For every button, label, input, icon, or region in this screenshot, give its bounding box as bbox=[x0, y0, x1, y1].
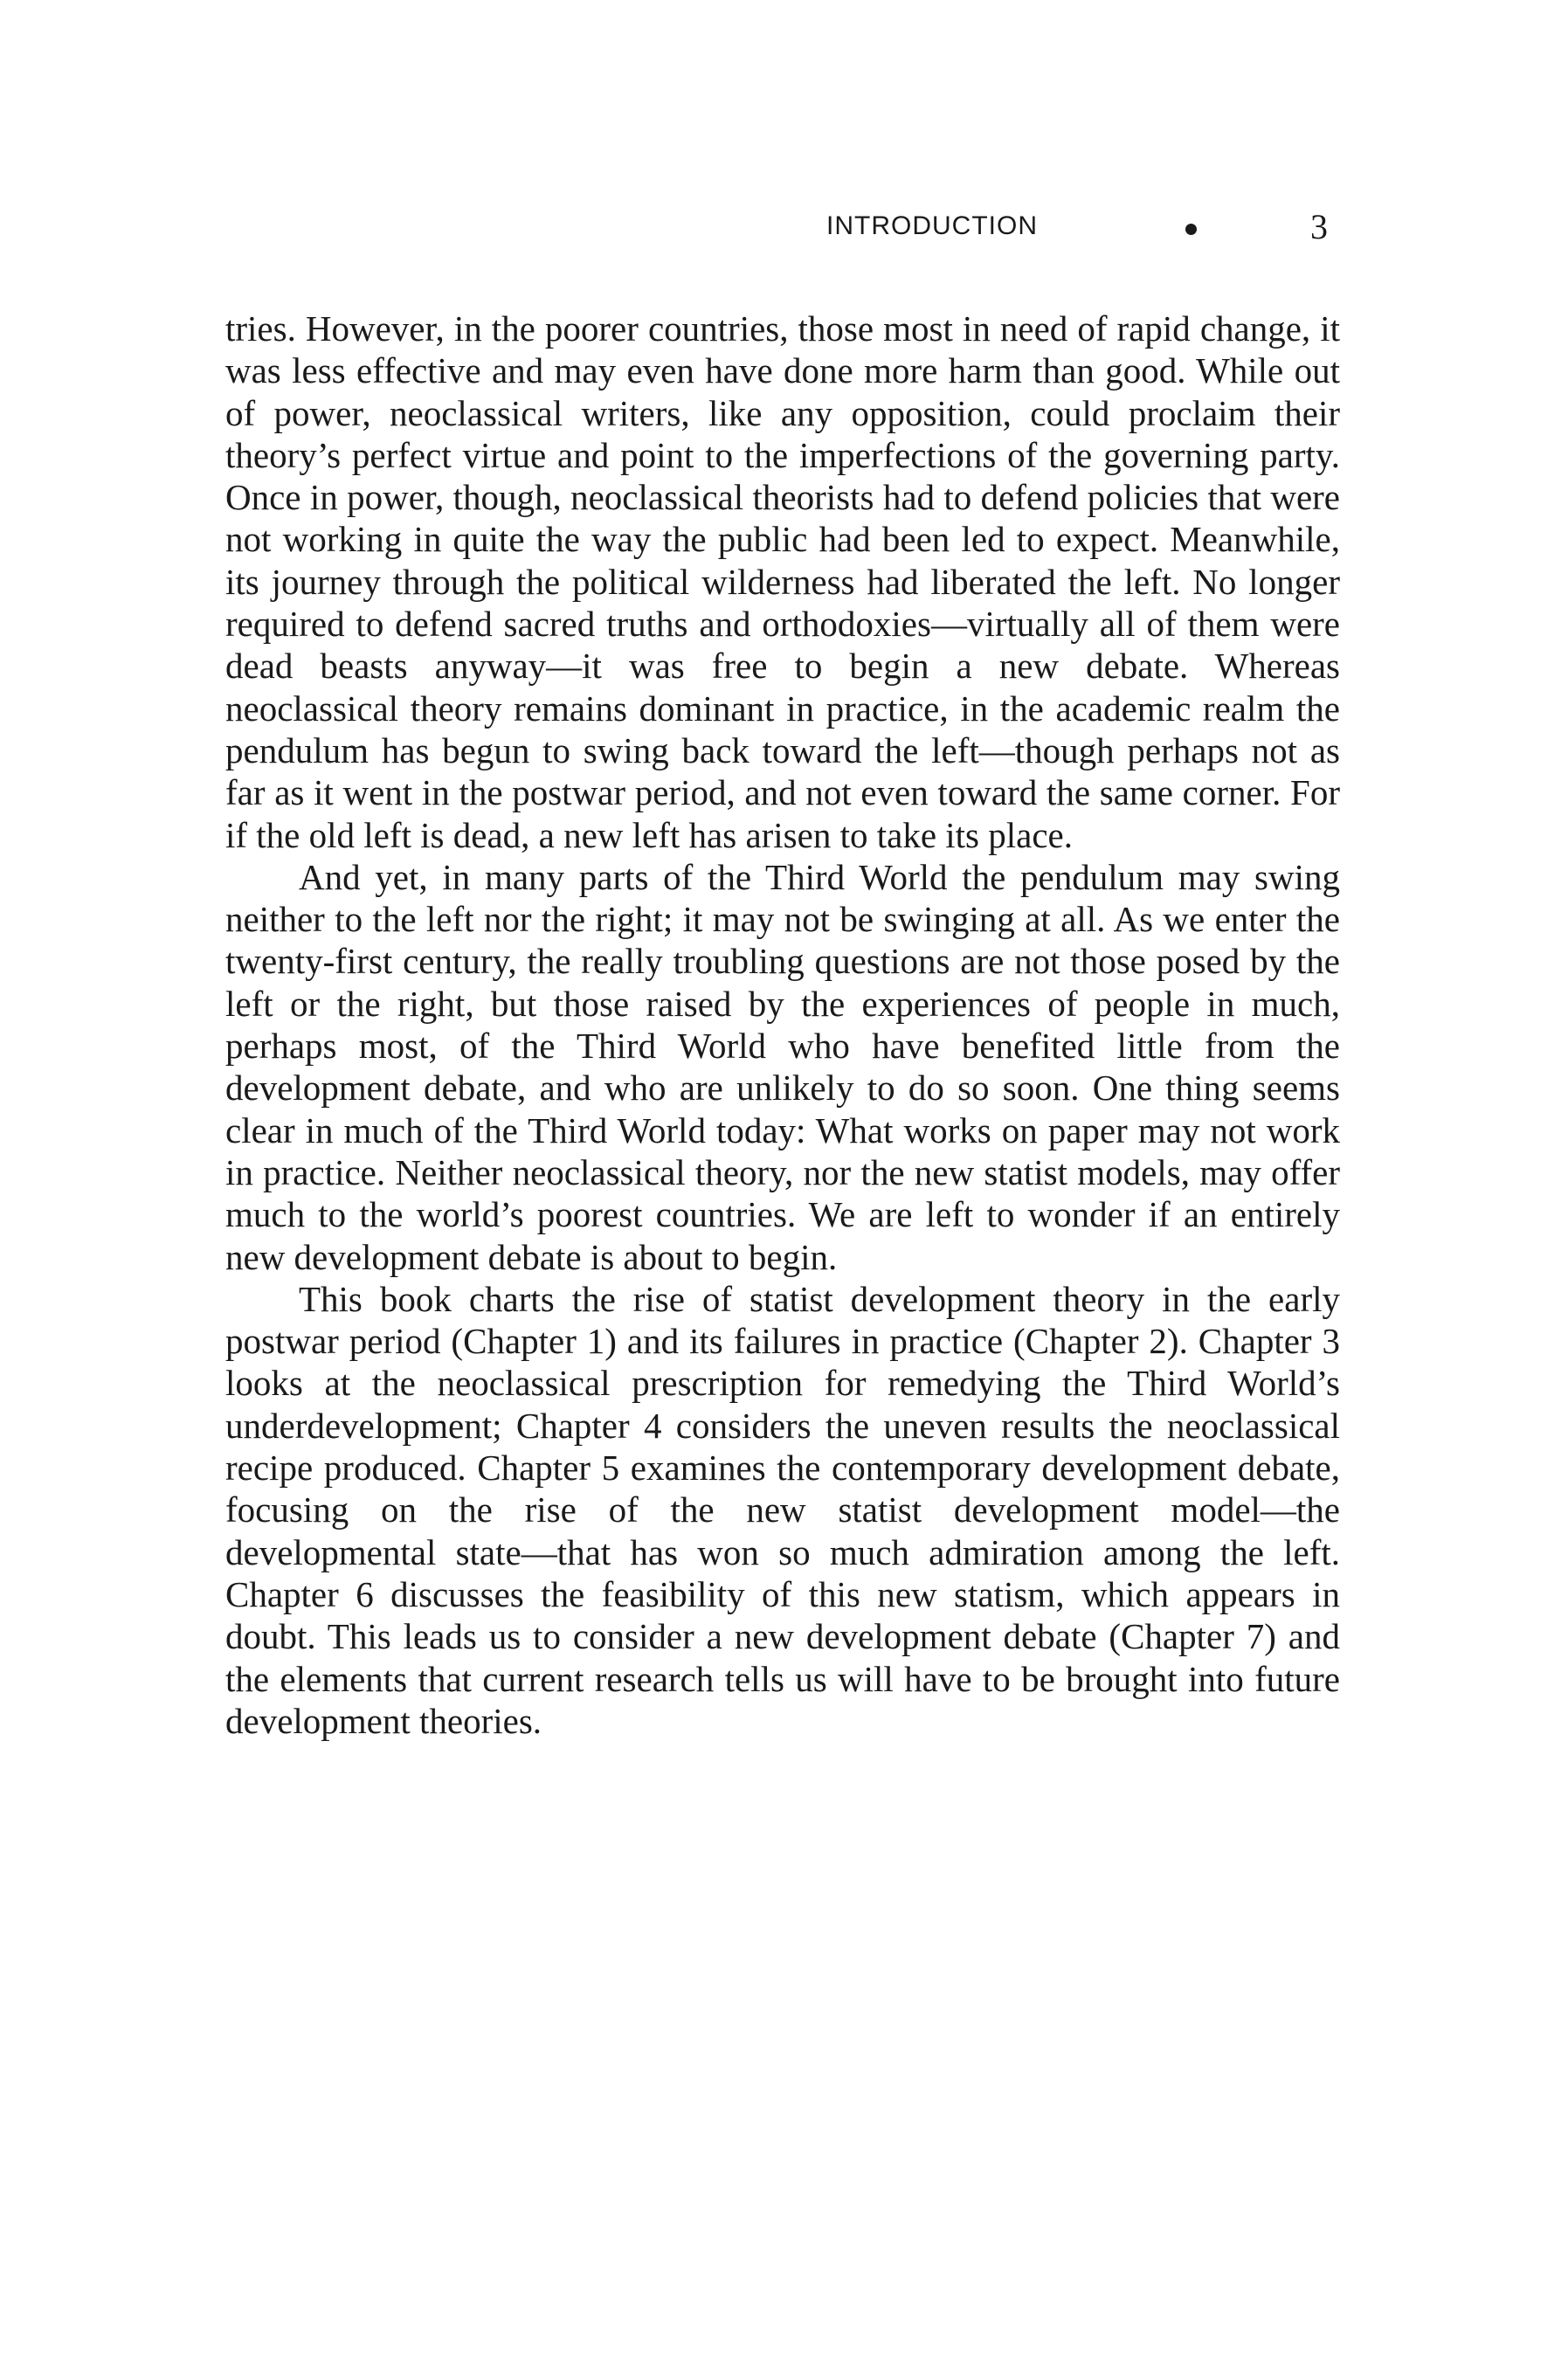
chapter-title: INTRODUCTION bbox=[826, 211, 1038, 240]
paragraph: And yet, in many parts of the Third World the pendulum may swing neither to the left nor the right; it may not be swinging at all. As we enter the twenty-first century, the really troubling questions are not those posed by the left or the right, but those raised by the experiences of people in much, perhaps most, of the Third World who have benefited little from the development debate, and who are unlikely to do so soon. One thing seems clear in much of the Third World today: What works on paper may not work in practice. Neither neoclassical theory, nor the new statist models, may offer much to the world’s poorest countries. We are left to wonder if an entirely new development debate is about to begin. bbox=[225, 856, 1340, 1277]
bullet-separator bbox=[1185, 224, 1197, 235]
running-head bbox=[0, 206, 1568, 248]
page-number: 3 bbox=[1310, 207, 1328, 246]
paragraph-continuation: tries. However, in the poorer countries, those most in need of rapid change, it was less effective and may even have done more harm than good. While out of power, neoclassical writers, like any opposition, could proclaim their theory’s perfect virtue and point to the imperfections of the governing party. Once in power, though, neoclassical theorists had to defend policies that were not working in quite the way the public had been led to expect. Meanwhile, its journey through the political wilderness had liberated the left. No longer required to defend sacred truths and orthodoxies—virtually all of them were dead beasts anyway—it was free to begin a new debate. Whereas neoclassical theory remains dominant in practice, in the academic realm the pendulum has begun to swing back toward the left—though perhaps not as far as it went in the postwar period, and not even toward the same corner. For if the old left is dead, a new left has arisen to take its place. bbox=[225, 308, 1340, 855]
body-text bbox=[225, 307, 1340, 1742]
paragraph: This book charts the rise of statist development theory in the early postwar period (Chapter 1) and its failures in practice (Chapter 2). Chapter 3 looks at the neoclassical prescription for remedying the Third World’s underdevelopment; Chapter 4 considers the uneven results the neoclassical recipe produced. Chapter 5 examines the contemporary development debate, focusing on the rise of the new statist development model—the developmental state—that has won so much admiration among the left. Chapter 6 discusses the feasibility of this new statism, which appears in doubt. This leads us to consider a new development debate (Chapter 7) and the elements that current research tells us will have to be brought into future development theories. bbox=[225, 1278, 1340, 1741]
